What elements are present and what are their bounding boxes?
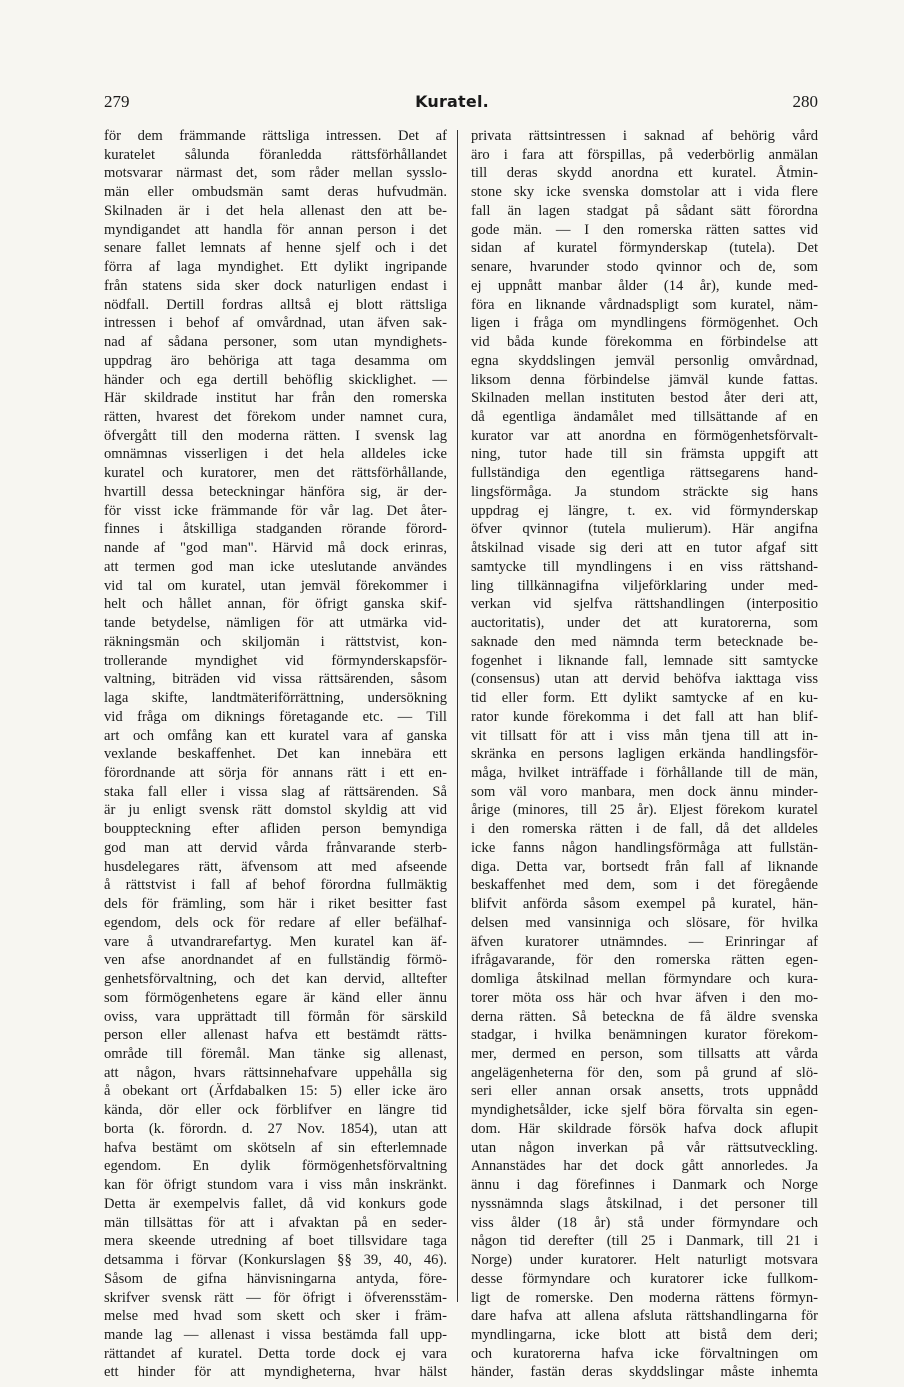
text-line: skränka en persons lagligen erkända handlingsför- bbox=[471, 746, 818, 763]
text-line: helt och hållet annan, för öfrigt ganska skif- bbox=[104, 596, 447, 613]
text-line: laga skifte, landtmäteriförrättning, undersökning bbox=[104, 690, 447, 707]
text-line: mande lag — allenast i vissa bestämda fall upp- bbox=[104, 1327, 447, 1343]
text-line: vare å utvandrarefartyg. Men kuratel kan äf- bbox=[104, 933, 447, 950]
text-line: från statens sida sker dock naturligen endast i bbox=[104, 277, 447, 294]
text-line: beskaffenhet med dem, som i det föregående bbox=[471, 877, 818, 894]
right-text-column bbox=[471, 127, 818, 1381]
text-line: kuratelet sålunda föranledda rättsförhållandet bbox=[104, 146, 447, 163]
left-text-column bbox=[104, 127, 447, 1381]
text-line: nad af sådana personer, som utan myndighets- bbox=[104, 334, 447, 351]
text-line: ligt de romerske. Den moderna rättens förmyn- bbox=[471, 1289, 818, 1306]
text-line: årige (minores, till 25 år). Eljest förekom kuratel bbox=[471, 802, 818, 819]
column-divider bbox=[457, 130, 458, 1302]
text-line: hafva bestämt om skötseln af sin efterlemnade bbox=[104, 1139, 447, 1156]
text-line: husdelegares rätt, äfvensom att med afseende bbox=[104, 858, 447, 875]
text-line: (consensus) utan att dervid behöfva iakttaga viss bbox=[471, 671, 818, 688]
text-line: fogenhet i liknande fall, lemnade sitt samtycke bbox=[471, 652, 818, 669]
text-line: räkningsmän och skiljomän i rättstvist, kon- bbox=[104, 633, 447, 650]
text-line: rätten, hvarest det förekom under namnet cura, bbox=[104, 409, 447, 426]
text-line: art och omfång kan ett kuratel vara af ganska bbox=[104, 727, 447, 744]
text-line: motsvarar närmast det, som råder mellan sysslo- bbox=[104, 165, 447, 182]
text-line: Norge) under kuratorer. Helt naturligt motsvara bbox=[471, 1252, 818, 1269]
text-line: Skilnaden mellan instituten bestod åter deri att, bbox=[471, 390, 818, 407]
text-line: valtning, biträden vid vissa rättsärenden, såsom bbox=[104, 671, 447, 688]
text-line: borta (k. förordn. d. 27 Nov. 1854), utan att bbox=[104, 1120, 447, 1137]
text-line: rättandet af kuratel. Detta torde dock ej vara bbox=[104, 1345, 447, 1362]
text-line: fall än lagen stadgat på sådant sätt förordna bbox=[471, 202, 818, 219]
page-number-left: 279 bbox=[104, 92, 130, 111]
text-line: att någon, hvars rättsinnehafvare uppehålla sig bbox=[104, 1064, 447, 1081]
text-line: desse förmyndare och kuratorer icke fullkom- bbox=[471, 1270, 818, 1287]
text-line: oviss, vara upprättadt till förmån för särskild bbox=[104, 1008, 447, 1025]
text-line: angelägenheterna för den, som på grund af slö- bbox=[471, 1064, 818, 1081]
text-line: torer möta oss här och hvar äfven i den mo- bbox=[471, 989, 818, 1006]
text-line: domliga åtskilnad mellan förmyndare och kura- bbox=[471, 971, 818, 988]
text-line: förordnande att sörja för annans rätt i ett en- bbox=[104, 764, 447, 781]
text-line: egna skyddslingen jemväl personlig omvårdnad, bbox=[471, 352, 818, 369]
text-line: ling tillkännagifna viljeförklaring under med- bbox=[471, 577, 818, 594]
text-line: ett hinder för att myndigheterna, hvar hälst bbox=[104, 1364, 447, 1381]
text-line: intressen i behof af omvårdnad, utan äfven sak- bbox=[104, 315, 447, 332]
text-line: män tillsättas för att i afvaktan på en seder- bbox=[104, 1214, 447, 1231]
text-line: liksom denna förbindelse jämväl kunde fattas. bbox=[471, 371, 818, 388]
text-line: hvartill dessa beteckningar hänföra sig, är der- bbox=[104, 483, 447, 500]
text-line: då egentliga ändamålet med tillsättande af en bbox=[471, 409, 818, 426]
text-line: ligen i fråga om myndlingens förmögenhet. Och bbox=[471, 315, 818, 332]
text-line: händer, fastän deras skyddslingar måste inhemta bbox=[471, 1364, 818, 1381]
text-line: kuratel och kuratorer, men det rättsförhållande, bbox=[104, 465, 447, 482]
text-line: Här skildrade institut har från den romerska bbox=[104, 390, 447, 407]
text-line: i den romerska rätten i de fall, då det alldeles bbox=[471, 821, 818, 838]
text-line: seri eller annan orsak ansetts, trots uppnådd bbox=[471, 1083, 818, 1100]
text-line: myndighetsålder, icke sjelf böra förvalta sin egen- bbox=[471, 1102, 818, 1119]
text-line: melse med hvad som skett och sker i främ- bbox=[104, 1308, 447, 1325]
text-line: vid tal om kuratel, utan jemväl förekommer i bbox=[104, 577, 447, 594]
text-line: kända, dör eller ock förblifver en längre tid bbox=[104, 1102, 447, 1119]
text-line: auctoritatis), under det att kuratorerna, som bbox=[471, 615, 818, 632]
text-line: tid eller form. Ett dylikt samtycke af en ku- bbox=[471, 690, 818, 707]
text-line: sidan af kuratel förmynderskap (tutela). Det bbox=[471, 240, 818, 257]
text-line: gode män. — I den romerska rätten sattes vid bbox=[471, 221, 818, 238]
text-line: måga, hvilket inträffade i förhållande till de män, bbox=[471, 764, 818, 781]
text-line: område till föremål. Man tänke sig allenast, bbox=[104, 1045, 447, 1062]
text-line: myndlingarna, icke blott att bistå dem deri; bbox=[471, 1327, 818, 1343]
text-line: Såsom de gifna hänvisningarna antyda, före- bbox=[104, 1270, 447, 1287]
text-line: detsamma i förvar (Konkurslagen §§ 39, 40, 46). bbox=[104, 1252, 447, 1269]
text-line: vexlande beskaffenhet. Det kan innebära ett bbox=[104, 746, 447, 763]
text-line: kan för öfrigt stundom vara i viss mån inskränkt. bbox=[104, 1177, 447, 1194]
text-line: privata rättsintressen i saknad af behörig vård bbox=[471, 128, 818, 144]
text-line: öfver qvinnor (tutela mulierum). Här angifna bbox=[471, 521, 818, 538]
text-line: som väl voro manbara, men dock ännu minder- bbox=[471, 783, 818, 800]
text-line: män eller ombudsmän samt deras hufvudmän. bbox=[104, 184, 447, 201]
text-line: ej uppnått manbar ålder (14 år), kunde med- bbox=[471, 277, 818, 294]
text-line: uppdrag äro behöriga att taga desamma om bbox=[104, 352, 447, 369]
text-line: blifvit anförda såsom exempel på kuratel, hän- bbox=[471, 896, 818, 913]
text-line: händer och ega dertill behöflig skicklighet. — bbox=[104, 371, 447, 388]
text-line: är ju enligt svensk rätt domstol skyldig att vid bbox=[104, 802, 447, 819]
text-line: tande betydelse, nämligen för att utmärka vid- bbox=[104, 615, 447, 632]
text-line: trollerande myndighet vid förmynderskapsför- bbox=[104, 652, 447, 669]
text-line: Annanstädes har det dock gått annorledes. Ja bbox=[471, 1158, 818, 1175]
text-line: egendom. En dylik förmögenhetsförvaltning bbox=[104, 1158, 447, 1175]
text-line: vid båda kunde förekomma en förbindelse att bbox=[471, 334, 818, 351]
text-line: för dem främmande rättsliga intressen. Det af bbox=[104, 128, 447, 144]
text-line: vid fråga om diknings företagande etc. — Till bbox=[104, 708, 447, 725]
text-line: nyssnämnda slags åtskilnad, i det personer till bbox=[471, 1195, 818, 1212]
text-line: för visst icke främmande för vår lag. Det åter- bbox=[104, 502, 447, 519]
text-line: derna rätten. Så beteckna de få äldre svenska bbox=[471, 1008, 818, 1025]
text-line: egendom, dels ock för redare af eller befälhaf- bbox=[104, 914, 447, 931]
text-line: staka fall eller i vissa slag af rättsärenden. Så bbox=[104, 783, 447, 800]
text-line: å rättstvist i fall af behof förordna fullmäktig bbox=[104, 877, 447, 894]
running-head-title: Kuratel. bbox=[415, 92, 489, 111]
page-number-right: 280 bbox=[792, 92, 818, 111]
text-line: delsen med vansinniga och slösare, för hvilka bbox=[471, 914, 818, 931]
text-line: mera skeende utredning af boet tillsvidare taga bbox=[104, 1233, 447, 1250]
text-line: öfvergått till den moderna rätten. I svensk lag bbox=[104, 427, 447, 444]
text-line: å obekant ort (Ärfdabalken 15: 5) eller icke äro bbox=[104, 1083, 447, 1100]
text-line: omnämnas visserligen i det hela alldeles icke bbox=[104, 446, 447, 463]
text-line: lingsförmåga. Ja stundom sträckte sig hans bbox=[471, 483, 818, 500]
text-line: genhetsförvaltning, och det kan dervid, alltefter bbox=[104, 971, 447, 988]
text-line: person eller allenast hafva ett bestämdt rätts- bbox=[104, 1027, 447, 1044]
text-line: uppdrag ej längre, t. ex. vid förmynderskap bbox=[471, 502, 818, 519]
text-line: dom. Här skildrade försök hafva dock aflupit bbox=[471, 1120, 818, 1137]
text-line: nande af "god man". Härvid må dock erinras, bbox=[104, 540, 447, 557]
text-line: att termen god man icke uteslutande användes bbox=[104, 558, 447, 575]
text-line: förra af laga myndighet. Ett dylikt ingripande bbox=[104, 259, 447, 276]
text-line: ning, tutor hade till sin främsta uppgift att bbox=[471, 446, 818, 463]
text-line: dare hafva att allena afsluta rättshandlingarna för bbox=[471, 1308, 818, 1325]
text-line: äro i fara att förspillas, på vederbörlig anmälan bbox=[471, 146, 818, 163]
text-line: Skilnaden är i det hela allenast den att be- bbox=[104, 202, 447, 219]
text-line: till deras skydd anordna ett kuratel. Åtmin- bbox=[471, 165, 818, 182]
text-line: stadgar, i hvilka benämningen kurator förekom- bbox=[471, 1027, 818, 1044]
text-line: ven afse anordnandet af en fullständig förmö- bbox=[104, 952, 447, 969]
text-line: ännu i dag förefinnes i Danmark och Norge bbox=[471, 1177, 818, 1194]
text-line: senare fallet lemnats af henne sjelf och i det bbox=[104, 240, 447, 257]
text-line: icke fanns någon handlingsförmåga att fullstän- bbox=[471, 839, 818, 856]
text-line: Detta är exempelvis fallet, då vid konkurs gode bbox=[104, 1195, 447, 1212]
text-line: nödfall. Dertill fordras alltså ej blott rättsliga bbox=[104, 296, 447, 313]
text-line: senare, hvarunder stodo qvinnor och de, som bbox=[471, 259, 818, 276]
text-line: utan någon inverkan på vår rättsutveckling. bbox=[471, 1139, 818, 1156]
text-line: mer, dermed en person, som tillsatts att vårda bbox=[471, 1045, 818, 1062]
text-line: viss ålder (18 år) stå under förmyndare och bbox=[471, 1214, 818, 1231]
text-line: och kuratorerna hafva icke förvaltningen om bbox=[471, 1345, 818, 1362]
text-line: rator kunde förekomma i det fall att han blif- bbox=[471, 708, 818, 725]
text-line: dels för främling, som här i riket besitter fast bbox=[104, 896, 447, 913]
text-line: fullständiga den egentliga rättsegarens hand- bbox=[471, 465, 818, 482]
text-line: som förmögenhetens egare är känd eller ännu bbox=[104, 989, 447, 1006]
text-line: ifrågavarande, för den romerska rätten egen- bbox=[471, 952, 818, 969]
text-line: någon tid derefter (till 25 i Danmark, till 21 i bbox=[471, 1233, 818, 1250]
text-line: vit tillsatt för att i viss mån tjena till att in- bbox=[471, 727, 818, 744]
text-line: verkan vid sjelfva rättshandlingen (interpositio bbox=[471, 596, 818, 613]
text-line: föra en liknande vårdnadspligt som kuratel, näm- bbox=[471, 296, 818, 313]
text-line: åtskilnad visade sig deri att en tutor afgaf sitt bbox=[471, 540, 818, 557]
text-line: saknade den med nämnda term betecknade be- bbox=[471, 633, 818, 650]
text-line: bouppteckning efter afliden person bemyndiga bbox=[104, 821, 447, 838]
text-line: kurator var att anordna en förmögenhetsförvalt- bbox=[471, 427, 818, 444]
text-line: äfven kuratorer utnämndes. — Erinringar af bbox=[471, 933, 818, 950]
text-line: stone sky icke svenska domstolar att i vida flere bbox=[471, 184, 818, 201]
text-line: myndigandet att handla för annan person i det bbox=[104, 221, 447, 238]
text-line: samtycke till myndlingens i en viss rättshand- bbox=[471, 558, 818, 575]
text-line: finnes i åtskilliga stadganden rörande förord- bbox=[104, 521, 447, 538]
text-line: god man att dervid vårda frånvarande sterb- bbox=[104, 839, 447, 856]
text-line: diga. Detta var, bortsedt från fall af liknande bbox=[471, 858, 818, 875]
text-line: skrifver svensk rätt — för öfrigt i öfverensstäm- bbox=[104, 1289, 447, 1306]
